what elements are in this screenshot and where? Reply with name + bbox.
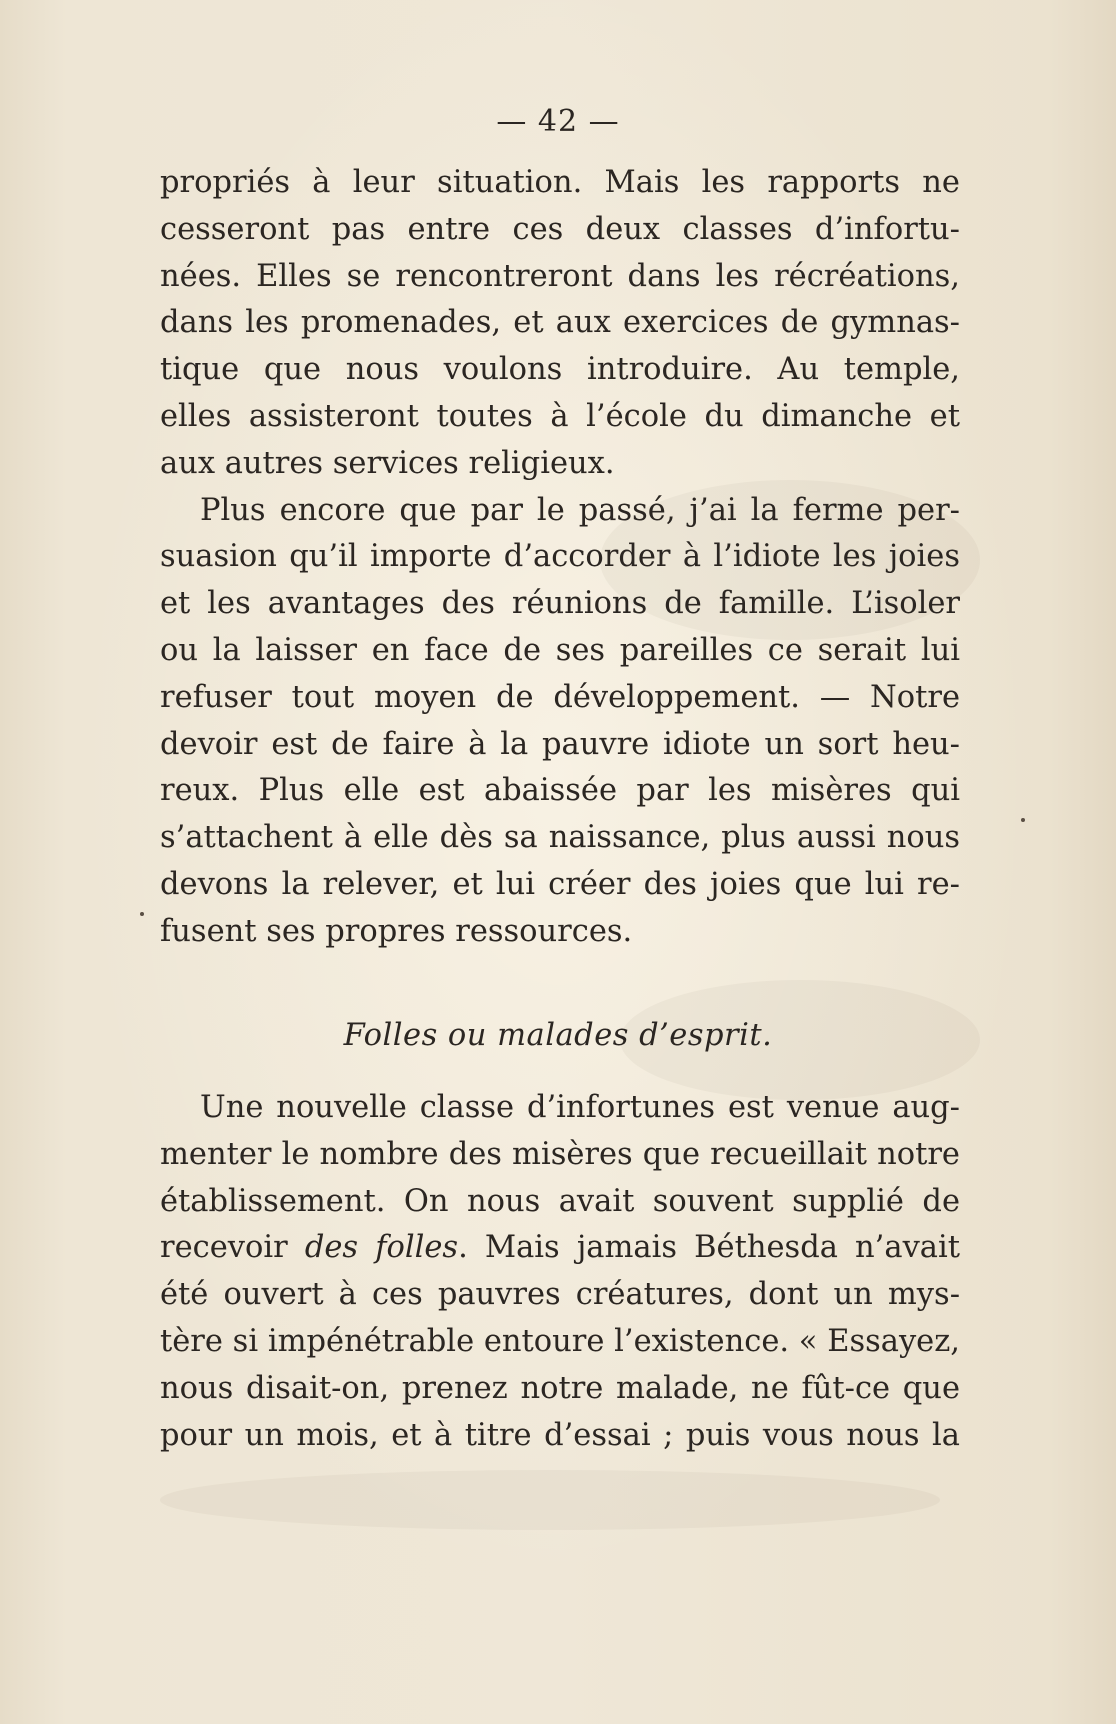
text-line: refuser tout moyen de développement. — Notre [160,679,960,715]
text-line: menter le nombre des misères que recueillait notre [160,1136,960,1172]
ink-speck [140,912,144,916]
text-line: tère si impénétrable entoure l’existence. « Essayez, [160,1323,960,1359]
text-line: elles assisteront toutes à l’école du dimanche et [160,398,960,434]
text-line: devoir est de faire à la pauvre idiote un sort heu- [160,726,960,762]
text-line: fusent ses propres ressources. [160,913,633,949]
text-fragment: . Mais jamais Béthesda n’avait [458,1230,960,1266]
page-number: — 42 — [496,104,620,139]
text-line: s’attachent à elle dès sa naissance, plus aussi nous [160,820,960,856]
text-fragment: recevoir [160,1230,305,1266]
text-line: devons la relever, et lui créer des joies que lui re- [160,866,960,902]
text-line: reux. Plus elle est abaissée par les misères qui [160,773,960,809]
text-line: tique que nous voulons introduire. Au temple, [160,352,960,388]
text-line: Plus encore que par le passé, j’ai la ferme per- [200,492,960,528]
paper-stain [160,1470,940,1530]
text-line: dans les promenades, et aux exercices de gymnas- [160,305,960,341]
emphasis-des-folles: des folles [304,1230,459,1266]
paragraph-folles [160,1085,960,1459]
text-line: Une nouvelle classe d’infortunes est venue aug- [200,1090,960,1125]
paragraph-continued [160,160,960,956]
text-line-with-emphasis [160,1225,960,1272]
text-line: suasion qu’il importe d’accorder à l’idiote les joies [160,539,960,575]
text-line: cesseront pas entre ces deux classes d’infortu- [160,211,960,247]
text-line: et les avantages des réunions de famille. L’isoler [160,586,960,622]
text-line: nous disait-on, prenez notre malade, ne fût-ce que [160,1370,960,1406]
text-line: nées. Elles se rencontreront dans les récréations, [160,258,960,294]
text-line: propriés à leur situation. Mais les rapports ne [160,165,960,200]
text-line: établissement. On nous avait souvent supplié de [160,1183,960,1219]
text-line: pour un mois, et à titre d’essai ; puis vous nous la [160,1417,960,1453]
text-line: ou la laisser en face de ses pareilles ce serait lui [160,632,960,668]
text-line: aux autres services religieux. [160,445,615,481]
ink-speck [1021,818,1025,822]
text-line: été ouvert à ces pauvres créatures, dont un mys- [160,1277,960,1313]
section-heading: Folles ou malades d’esprit. [343,1018,773,1053]
